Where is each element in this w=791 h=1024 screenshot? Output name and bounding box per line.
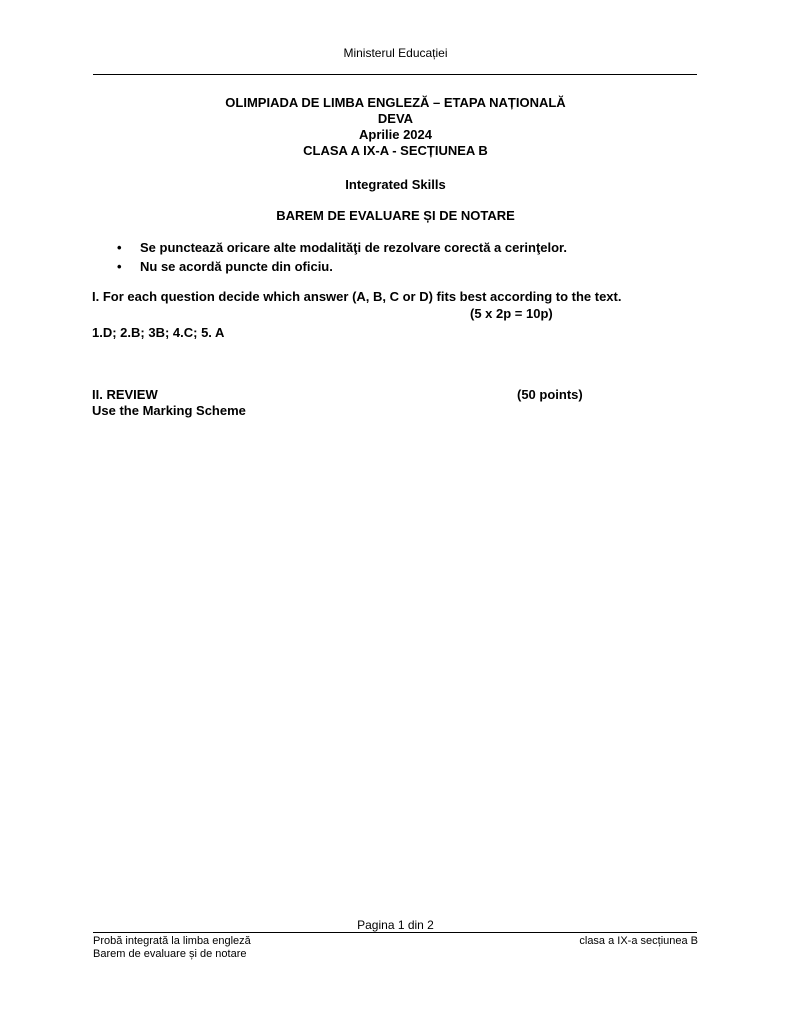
list-item xyxy=(117,257,717,276)
section2-title: II. REVIEW xyxy=(92,387,158,402)
rules-list xyxy=(117,238,717,276)
title-line-3: Aprilie 2024 xyxy=(359,127,432,142)
footer-right: clasa a IX-a secțiunea B xyxy=(579,935,698,947)
title-line-2: DEVA xyxy=(377,111,414,126)
rule-text: Se punctează oricare alte modalităţi de rezolvare corectă a cerinţelor. xyxy=(140,240,568,255)
section1-question: I. For each question decide which answer (A, B, C or D) fits best according to the text. xyxy=(92,289,622,304)
footer-left-line-1: Probă integrată la limba engleză xyxy=(93,935,251,947)
bullet-icon: • xyxy=(117,259,122,274)
title-line-4: CLASA A IX-A - SECȚIUNEA B xyxy=(303,143,488,158)
title-line-1: OLIMPIADA DE LIMBA ENGLEZĂ – ETAPA NAȚIONALĂ xyxy=(225,95,566,110)
page-number: Pagina 1 din 2 xyxy=(357,918,434,932)
bullet-icon: • xyxy=(117,240,122,255)
rule-text: Nu se acordă puncte din oficiu. xyxy=(140,259,333,274)
footer-divider xyxy=(93,932,697,933)
document-title xyxy=(0,95,791,159)
section1-score: (5 x 2p = 10p) xyxy=(470,306,553,321)
barem-title: BAREM DE EVALUARE ȘI DE NOTARE xyxy=(276,208,515,223)
section1-answers: 1.D; 2.B; 3B; 4.C; 5. A xyxy=(92,325,225,340)
header-divider xyxy=(93,74,697,75)
section2-instruction: Use the Marking Scheme xyxy=(92,403,246,418)
header-ministry: Ministerul Educației xyxy=(343,46,448,60)
footer-left-line-2: Barem de evaluare și de notare xyxy=(93,948,247,960)
subtitle: Integrated Skills xyxy=(345,177,446,192)
section2-points: (50 points) xyxy=(517,387,583,402)
list-item xyxy=(117,238,717,257)
